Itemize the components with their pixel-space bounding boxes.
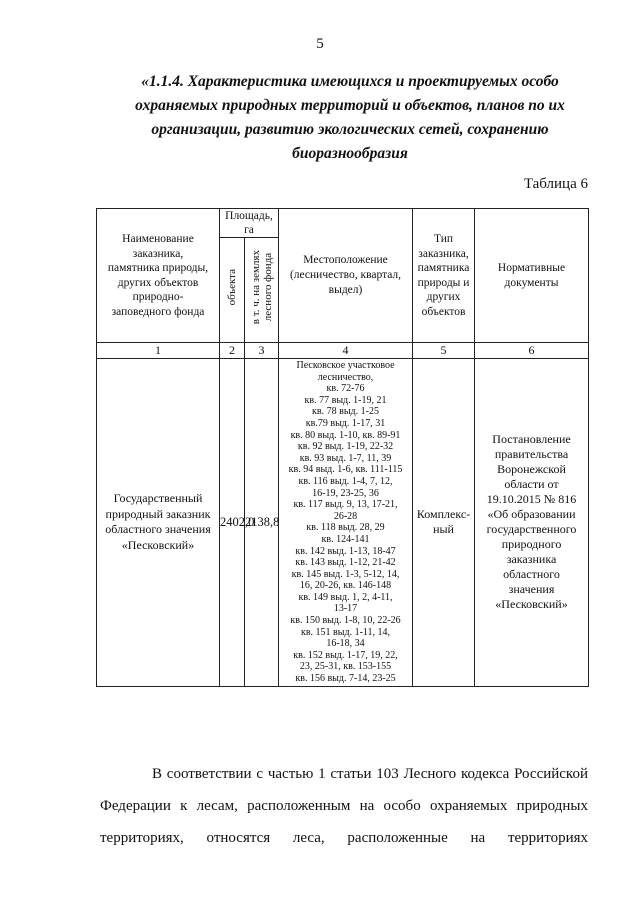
heading-line: биоразнообразия xyxy=(292,145,408,162)
column-number: 6 xyxy=(475,343,589,359)
heading-line: «1.1.4. Характеристика имеющихся и проектируемых особо xyxy=(141,73,559,90)
column-number: 5 xyxy=(413,343,475,359)
table-caption: Таблица 6 xyxy=(523,176,588,192)
column-number: 1 xyxy=(97,343,220,359)
heading-line: охраняемых природных территорий и объектов, планов по их xyxy=(135,97,565,114)
cell-name: Государственный природный заказник областного значения «Песковский» xyxy=(97,359,220,687)
protected-areas-table xyxy=(96,208,589,687)
cell-area-object: 2402,0 xyxy=(220,359,245,687)
paragraph-line: Федерации к лесам, расположенным на особо охраняемых природных xyxy=(100,798,588,814)
body-paragraph xyxy=(100,758,588,854)
paragraph-line: В соответствии с частью 1 статьи 103 Лесного кодекса Российской xyxy=(152,766,588,782)
table-row xyxy=(97,359,589,687)
cell-docs: Постановление правительства Воронежской области от 19.10.2015 № 816 «Об образовании государственного природного заказника областного значения «Песковский» xyxy=(475,359,589,687)
header-area-forest: в т. ч. на землях лесного фонда xyxy=(245,238,279,343)
section-heading xyxy=(100,70,600,166)
page-number: 5 xyxy=(316,36,324,52)
column-number: 2 xyxy=(220,343,245,359)
column-numbers-row xyxy=(97,343,589,359)
header-docs: Нормативные документы xyxy=(475,209,589,343)
column-number: 3 xyxy=(245,343,279,359)
column-number: 4 xyxy=(279,343,413,359)
cell-type: Комплекс- ный xyxy=(413,359,475,687)
header-location: Местоположение (лесничество, квартал, выдел) xyxy=(279,209,413,343)
header-type: Тип заказника, памятника природы и других объектов xyxy=(413,209,475,343)
paragraph-line: территориях, относятся леса, расположенные на территориях xyxy=(100,830,588,846)
header-area-object: объекта xyxy=(220,238,245,343)
cell-area-forest: 2138,8 xyxy=(245,359,279,687)
cell-location: Песковское участковое лесничество, кв. 72-76 кв. 77 выд. 1-19, 21 кв. 78 выд. 1-25 кв.79 выд. 1-17, 31 кв. 80 выд. 1-10, кв. 89-91 кв. 92 выд. 1-19, 22-32 кв. 93 выд. 1-7, 11, 39 кв. 94 выд. 1-6, кв. 111-115 кв. 116 выд. 1-4, 7, 12, 16-19, 23-25, 36 кв. 117 выд. 9, 13, 17-21, 26-28 кв. 118 выд. 28, 29 кв. 124-141 кв. 142 выд. 1-13, 18-47 кв. 143 выд. 1-12, 21-42 кв. 145 выд. 1-3, 5-12, 14, 16, 20-26, кв. 146-148 кв. 149 выд. 1, 2, 4-11, 13-17 кв. 150 выд. 1-8, 10, 22-26 кв. 151 выд. 1-11, 14, 16-18, 34 кв. 152 выд. 1-17, 19, 22, 23, 25-31, кв. 153-155 кв. 156 выд. 7-14, 23-25 xyxy=(279,359,413,687)
header-name: Наименование заказника, памятника природы, других объектов природно- заповедного фонда xyxy=(97,209,220,343)
heading-line: организации, развитию экологических сетей, сохранению xyxy=(151,121,549,138)
header-area: Площадь, га xyxy=(220,209,279,238)
